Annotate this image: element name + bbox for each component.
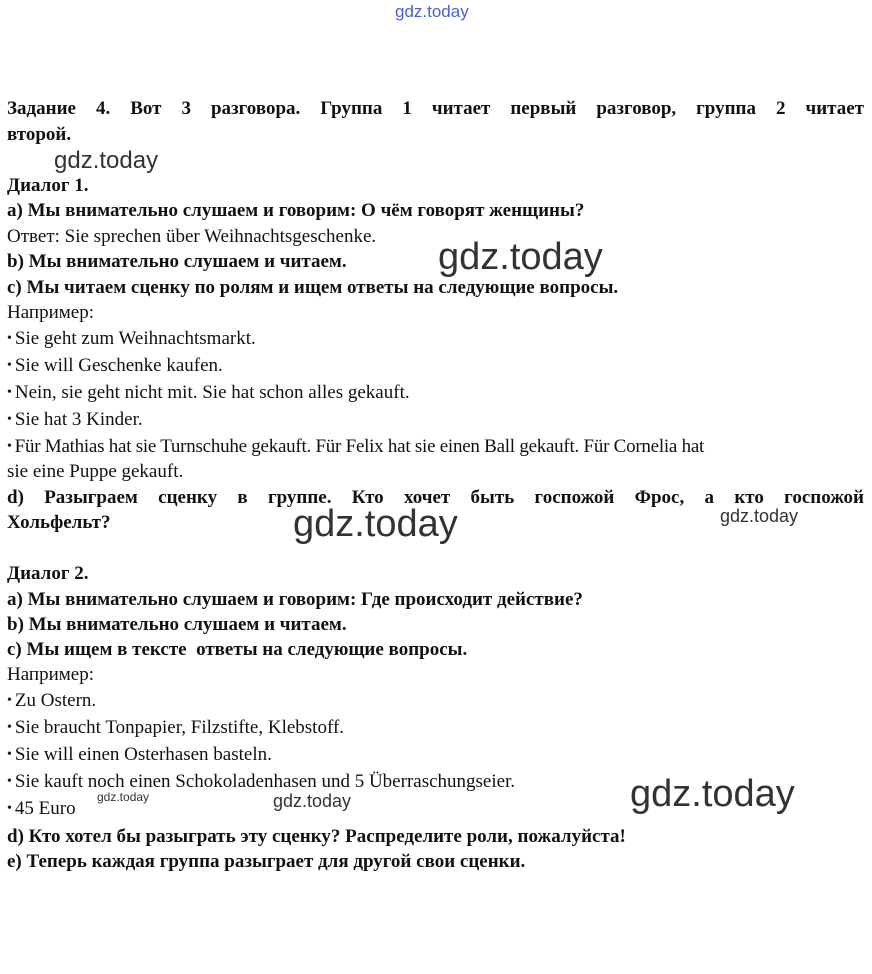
dialog1-example-label: Например:	[7, 302, 94, 323]
list-item-continuation: sie eine Puppe gekauft.	[7, 461, 184, 482]
list-item	[7, 353, 864, 379]
dialog1-heading: Диалог 1.	[7, 175, 89, 196]
list-item-text: Sie geht zum Weihnachtsmarkt.	[14, 328, 256, 349]
watermark: gdz.today	[293, 503, 458, 545]
watermark: gdz.today	[273, 791, 352, 811]
bullet-icon: •	[7, 747, 12, 762]
dialog2-task-b: b) Мы внимательно слушаем и читаем.	[7, 614, 347, 635]
list-item	[7, 380, 864, 406]
list-item-text: Sie will einen Osterhasen basteln.	[14, 744, 272, 765]
watermark: gdz.today	[630, 773, 795, 815]
dialog2-example-label: Например:	[7, 664, 94, 685]
watermark: gdz.today	[438, 236, 603, 278]
watermark: gdz.today	[720, 506, 799, 526]
list-item-text: Sie braucht Tonpapier, Filzstifte, Klebstoff.	[14, 717, 345, 738]
list-item-text: Sie hat 3 Kinder.	[14, 409, 143, 430]
bullet-icon: •	[7, 412, 12, 427]
bullet-icon: •	[7, 801, 12, 816]
list-item-text: Zu Ostern.	[14, 690, 97, 711]
dialog2-task-c: c) Мы ищем в тексте ответы на следующие вопросы.	[7, 639, 468, 660]
dialog2-task-e: e) Теперь каждая группа разыграет для другой свои сценки.	[7, 851, 526, 872]
list-item	[7, 407, 864, 433]
bullet-icon: •	[7, 385, 12, 400]
list-item-text: Für Mathias hat sie Turnschuhe gekauft. Für Felix hat sie einen Ball gekauft. Für Cornelia hat	[14, 436, 705, 457]
list-item-text: Sie will Geschenke kaufen.	[14, 355, 223, 376]
list-item	[7, 434, 864, 460]
dialog2-heading: Диалог 2.	[7, 563, 89, 584]
dialog1-task-c: c) Мы читаем сценку по ролям и ищем ответы на следующие вопросы.	[7, 277, 619, 298]
bullet-icon: •	[7, 720, 12, 735]
list-item	[7, 742, 864, 768]
watermark: gdz.today	[395, 2, 469, 21]
bullet-icon: •	[7, 331, 12, 346]
bullet-icon: •	[7, 439, 12, 454]
dialog2-task-a: a) Мы внимательно слушаем и говорим: Где происходит действие?	[7, 589, 583, 610]
bullet-icon: •	[7, 693, 12, 708]
watermark: gdz.today	[54, 147, 159, 174]
task-title-line1: Задание 4. Вот 3 разговора. Группа 1 читает первый разговор, группа 2 читает	[7, 98, 864, 119]
dialog1-task-a: a) Мы внимательно слушаем и говорим: О чём говорят женщины?	[7, 200, 585, 221]
list-item-text: Nein, sie geht nicht mit. Sie hat schon alles gekauft.	[14, 382, 410, 403]
list-item-text: 45 Euro	[14, 798, 76, 819]
dialog1-task-b: b) Мы внимательно слушаем и читаем.	[7, 251, 347, 272]
list-item	[7, 715, 864, 741]
list-item	[7, 326, 864, 352]
dialog2-task-d: d) Кто хотел бы разыграть эту сценку? Распределите роли, пожалуйста!	[7, 826, 626, 847]
list-item	[7, 688, 864, 714]
task-title-line2: второй.	[7, 124, 72, 145]
dialog1-answer: Ответ: Sie sprechen über Weihnachtsgeschenke.	[7, 226, 377, 247]
bullet-icon: •	[7, 774, 12, 789]
watermark: gdz.today	[97, 790, 150, 804]
list-item-text: Sie kauft noch einen Schokoladenhasen und 5 Überraschungseier.	[14, 771, 516, 792]
bullet-icon: •	[7, 358, 12, 373]
dialog1-task-d-line1: d) Разыграем сценку в группе. Кто хочет быть госпожой Фрос, а кто госпожой	[7, 487, 864, 508]
dialog1-task-d-line2: Хольфельт?	[7, 512, 111, 533]
